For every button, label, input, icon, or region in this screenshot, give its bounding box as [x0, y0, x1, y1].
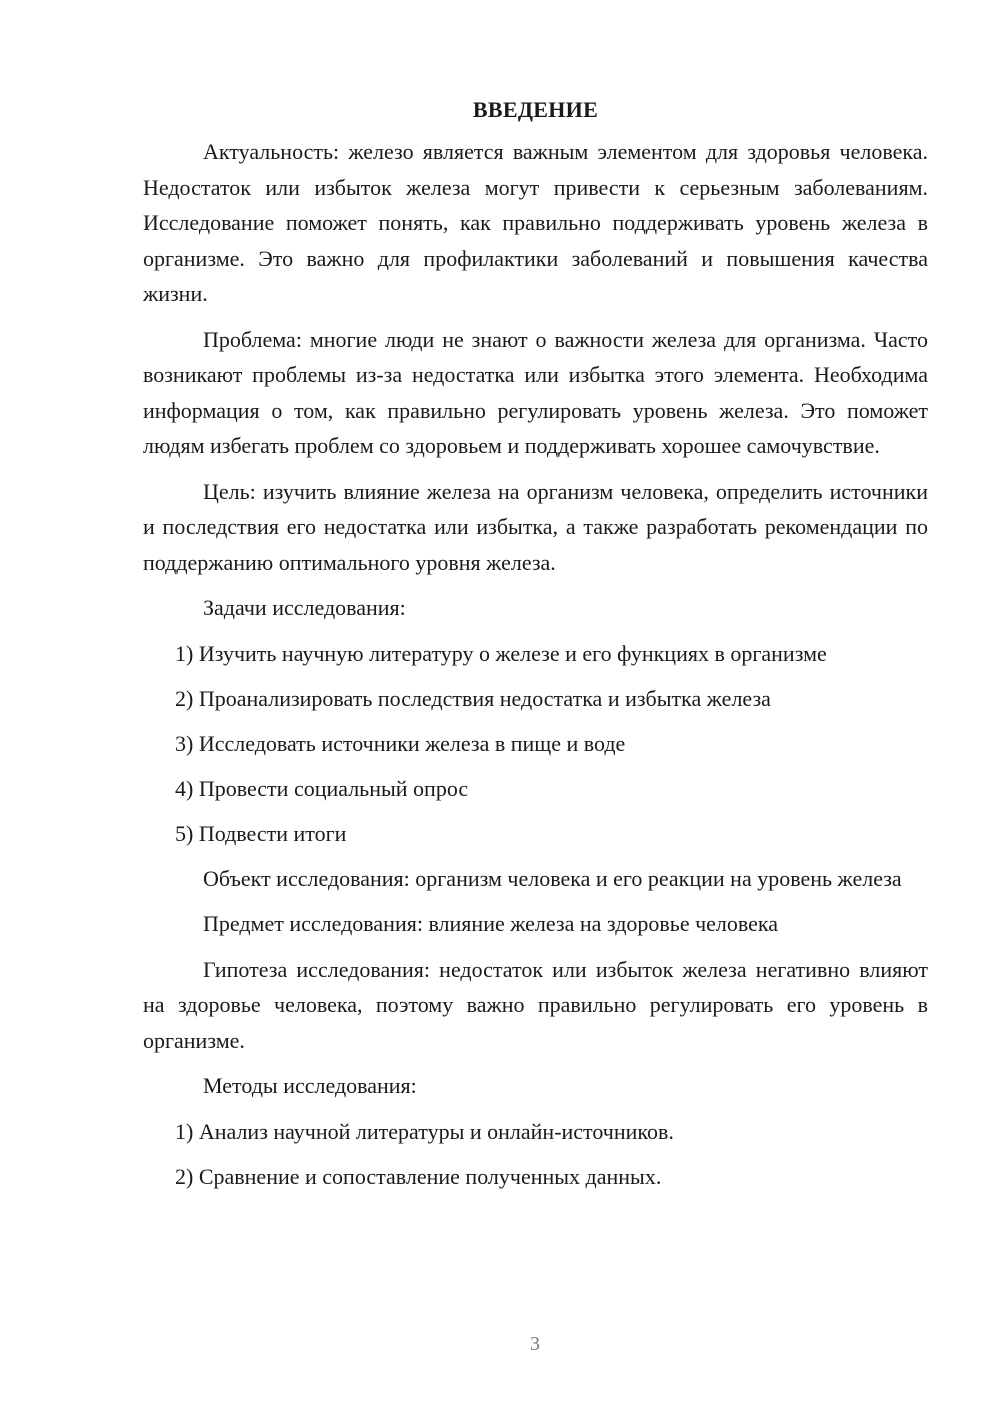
list-item: 2) Сравнение и сопоставление полученных данных. [175, 1163, 662, 1189]
list-item: 1) Анализ научной литературы и онлайн-источников. [175, 1118, 674, 1144]
methods-label: Методы исследования: [203, 1073, 417, 1098]
list-item: 4) Провести социальный опрос [175, 775, 469, 801]
hypothesis-paragraph: Гипотеза исследования: недостаток или избыток железа негативно влияют на здоровье человека, поэтому важно правильно регулировать его уровень в организме. [143, 956, 928, 1053]
tasks-list [143, 636, 928, 852]
object-paragraph: Объект исследования: организм человека и его реакции на уровень железа [203, 865, 902, 891]
methods-list [143, 1114, 928, 1195]
page-number: 3 [530, 1333, 540, 1355]
problem-paragraph: Проблема: многие люди не знают о важности железа для организма. Часто возникают проблемы из-за недостатка или избытка этого элемента. Необходима информация о том, как правильно регулировать уровень железа. Это поможет людям избегать проблем со здоровьем и поддерживать хорошее самочувствие. [143, 326, 928, 458]
list-item: 5) Подвести итоги [175, 820, 347, 846]
list-item: 2) Проанализировать последствия недостатка и избытка железа [175, 685, 771, 711]
list-item: 1) Изучить научную литературу о железе и его функциях в организме [175, 640, 827, 666]
section-title: ВВЕДЕНИЕ [472, 97, 599, 122]
relevance-paragraph: Актуальность: железо является важным элементом для здоровья человека. Недостаток или избыток железа могут привести к серьезным заболеваниям. Исследование поможет понять, как правильно поддерживать уровень железа в организме. Это важно для профилактики заболеваний и повышения качества жизни. [143, 139, 928, 306]
subject-paragraph: Предмет исследования: влияние железа на здоровье человека [203, 911, 779, 936]
tasks-label: Задачи исследования: [203, 595, 406, 620]
goal-paragraph: Цель: изучить влияние железа на организм человека, определить источники и последствия его недостатка или избытка, а также разработать рекомендации по поддержанию оптимального уровня железа. [143, 478, 928, 575]
document-page [143, 92, 928, 1204]
list-item: 3) Исследовать источники железа в пище и воде [175, 730, 626, 756]
